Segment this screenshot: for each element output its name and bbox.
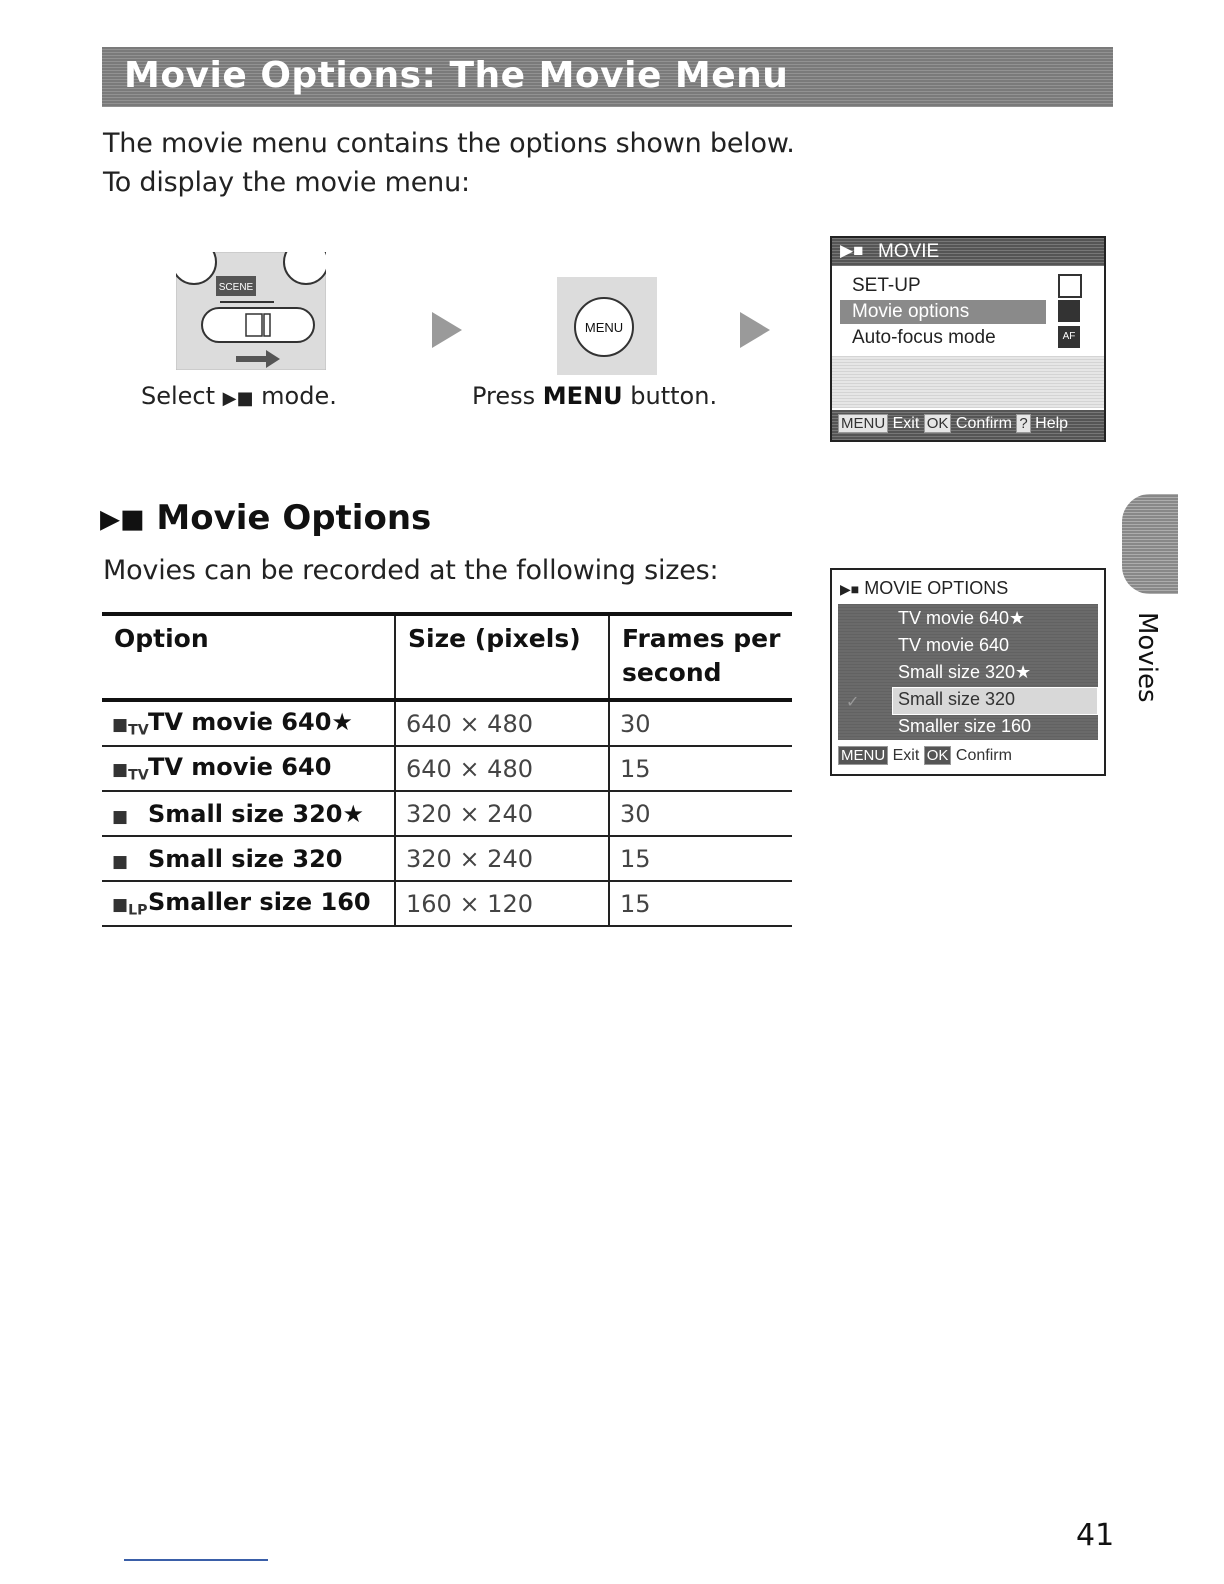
title-banner xyxy=(102,47,1113,107)
option-name: Small size 320★ xyxy=(148,799,365,828)
header-fps: Frames per second xyxy=(609,614,792,700)
lcd-title-bar xyxy=(832,238,1104,266)
option-name: TV movie 640★ xyxy=(148,708,353,737)
lcd-option-item[interactable]: TV movie 640 xyxy=(898,635,1010,655)
table-row xyxy=(102,700,792,746)
chapter-label: Movies xyxy=(1132,612,1162,703)
lcd-option-item[interactable]: TV movie 640★ xyxy=(898,608,1026,628)
section-title: ▶■ Movie Options xyxy=(100,498,432,538)
footer-rule xyxy=(124,1559,268,1561)
arrow-right-icon xyxy=(432,312,462,348)
fps-cell: 30 xyxy=(609,700,792,746)
af-icon: AF xyxy=(1058,326,1080,348)
intro-line-1: The movie menu contains the options shown below. xyxy=(103,128,795,159)
lcd-item-autofocus[interactable]: Auto-focus mode xyxy=(852,327,996,348)
fps-cell: 15 xyxy=(609,836,792,881)
menu-button-icon: MENU xyxy=(574,297,634,357)
page-number: 41 xyxy=(1076,1518,1115,1553)
arrow-right-icon xyxy=(740,312,770,348)
fps-cell: 30 xyxy=(609,791,792,836)
lcd-options-footer: MENU Exit OK Confirm xyxy=(838,746,1012,765)
table-row xyxy=(102,791,792,836)
check-icon: ✓ xyxy=(846,692,860,711)
lcd-option-item-selected[interactable]: Small size 320 xyxy=(898,689,1016,709)
lcd-movie-options xyxy=(830,568,1106,776)
option-name: Smaller size 160 xyxy=(148,888,371,917)
movie-icon xyxy=(1058,300,1080,322)
step2-caption: Press MENU button. xyxy=(472,382,718,410)
section-subtitle: Movies can be recorded at the following sizes: xyxy=(103,555,719,586)
size-cell: 640 × 480 xyxy=(395,746,609,791)
tv-movie-icon: $■_{TV}$ xyxy=(112,715,149,739)
tv-movie-icon: $■_{TV}$ xyxy=(112,760,149,784)
intro-line-2: To display the movie menu: xyxy=(103,167,470,198)
movie-mode-icon: ▶■ xyxy=(222,388,254,409)
lcd-options-title: ▶■ MOVIE OPTIONS xyxy=(840,578,1009,598)
header-size: Size (pixels) xyxy=(395,614,609,700)
size-cell: 320 × 240 xyxy=(395,791,609,836)
camera-top-icon xyxy=(176,252,326,370)
lcd-menu-title: MOVIE xyxy=(878,241,940,262)
movie-icon: ▶■ xyxy=(840,241,864,260)
table-row xyxy=(102,836,792,881)
page-title: Movie Options: The Movie Menu xyxy=(124,55,789,96)
lp-movie-icon: $■_{LP}$ xyxy=(112,895,148,919)
table-row xyxy=(102,746,792,791)
lcd-movie-menu xyxy=(830,236,1106,442)
option-name: Small size 320 xyxy=(148,844,343,873)
lcd-footer: MENU Exit OK Confirm ? Help xyxy=(832,410,1104,440)
fps-cell: 15 xyxy=(609,746,792,791)
table-row xyxy=(102,881,792,926)
size-cell: 320 × 240 xyxy=(395,836,609,881)
wrench-icon xyxy=(1058,274,1082,298)
option-name: TV movie 640 xyxy=(148,753,332,782)
small-movie-icon: ■ xyxy=(112,851,129,872)
movie-mode-icon: ▶■ xyxy=(100,504,145,535)
scene-label: SCENE xyxy=(218,282,254,293)
header-option: Option xyxy=(102,614,395,700)
movie-options-table xyxy=(102,612,792,927)
menu-button-illustration xyxy=(557,277,657,375)
fps-cell: 15 xyxy=(609,881,792,926)
movie-icon: ▶■ xyxy=(840,581,860,597)
small-movie-icon: ■ xyxy=(112,806,129,827)
size-cell: 640 × 480 xyxy=(395,700,609,746)
table-header-row xyxy=(102,614,792,700)
mode-dial-illustration xyxy=(176,252,326,370)
lcd-option-item[interactable]: Small size 320★ xyxy=(898,662,1032,682)
lcd-option-item[interactable]: Smaller size 160 xyxy=(898,716,1032,736)
lcd-item-setup[interactable]: SET-UP xyxy=(852,275,921,296)
step1-caption: Select ▶■ mode. xyxy=(141,382,337,410)
chapter-tab xyxy=(1122,494,1178,594)
size-cell: 160 × 120 xyxy=(395,881,609,926)
lcd-item-movie-options[interactable]: Movie options xyxy=(852,301,970,322)
